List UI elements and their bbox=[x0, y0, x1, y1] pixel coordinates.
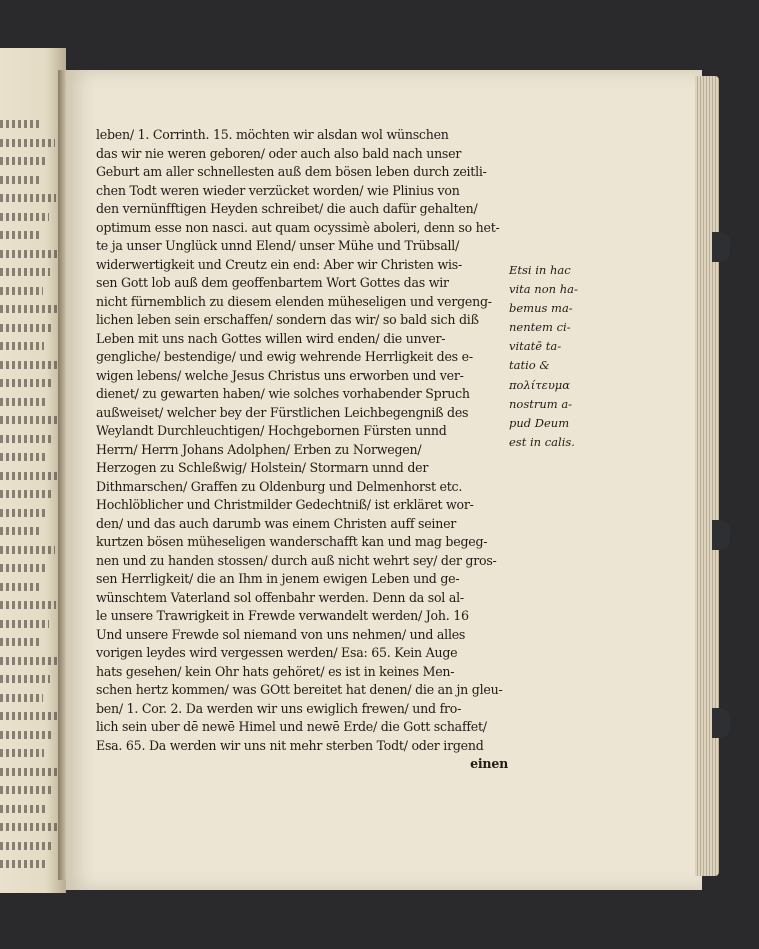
clasp-middle bbox=[712, 520, 730, 550]
text-line: den vernünfftigen Heyden schreibet/ die auch dafür gehalten/ bbox=[96, 201, 478, 216]
text-line: lich sein uber dē newē Himel und newē Erde/ die Gott schaffet/ bbox=[96, 719, 487, 734]
left-page-text-fragment bbox=[0, 583, 41, 591]
left-page-text-fragment bbox=[0, 453, 46, 461]
text-line: Weylandt Durchleuchtigen/ Hochgebornen Fürsten unnd bbox=[96, 423, 447, 438]
text-line: le unsere Trawrigkeit in Frewde verwandelt werden/ Joh. 16 bbox=[96, 608, 469, 623]
text-line: leben/ 1. Corrinth. 15. möchten wir alsdan wol wünschen bbox=[96, 127, 449, 142]
left-page-text-fragment bbox=[0, 768, 59, 776]
left-page-edge bbox=[0, 48, 66, 893]
left-page-text-fragment bbox=[0, 268, 50, 276]
left-page-text-fragment bbox=[0, 546, 55, 554]
catchword: einen bbox=[470, 756, 508, 771]
margin-line: nentem ci- bbox=[509, 320, 571, 335]
left-page-text-fragment bbox=[0, 490, 54, 498]
text-line: Dithmarschen/ Graffen zu Oldenburg und Delmenhorst etc. bbox=[96, 478, 463, 494]
margin-line: nostrum a- bbox=[509, 396, 573, 411]
margin-line: est in calis. bbox=[509, 434, 575, 449]
left-page-text-fragment bbox=[0, 231, 42, 239]
text-line: sen Herrligkeit/ die an Ihm in jenem ewigen Leben und ge- bbox=[96, 571, 460, 586]
text-line: kurtzen bösen müheseligen wanderschafft kan und mag begeg- bbox=[96, 534, 488, 549]
left-page-text-fragment bbox=[0, 749, 44, 757]
left-page-text-fragment bbox=[0, 194, 56, 202]
text-line: ben/ 1. Cor. 2. Da werden wir uns ewiglich frewen/ und fro- bbox=[96, 700, 462, 716]
text-line: vorigen leydes wird vergessen werden/ Esa: 65. Kein Auge bbox=[96, 645, 458, 660]
left-page-text-fragment bbox=[0, 657, 57, 665]
left-page-text-fragment bbox=[0, 620, 49, 628]
left-page-text-fragment bbox=[0, 472, 61, 480]
left-page-text-fragment bbox=[0, 509, 47, 517]
text-line: gengliche/ bestendige/ und ewig wehrende Herrligkeit des e- bbox=[96, 349, 473, 364]
left-page-text-fragment bbox=[0, 305, 58, 313]
body-text bbox=[96, 126, 516, 774]
left-page-text-fragment bbox=[0, 527, 40, 535]
show-through-text bbox=[250, 826, 510, 840]
left-page-text-fragment bbox=[0, 435, 53, 443]
left-page-text-fragment bbox=[0, 823, 60, 831]
text-line: te ja unser Unglück unnd Elend/ unser Mühe und Trübsall/ bbox=[96, 238, 460, 253]
margin-line: vitatē ta- bbox=[509, 339, 562, 354]
text-line: schen hertz kommen/ was GOtt bereitet hat denen/ die an jn gleu- bbox=[96, 682, 503, 697]
left-page-text-fragment bbox=[0, 712, 58, 720]
text-line: optimum esse non nasci. aut quam ocyssimè aboleri, denn so het- bbox=[96, 219, 500, 235]
left-page-text-fragment bbox=[0, 860, 46, 868]
page-edges bbox=[695, 76, 719, 876]
text-line: chen Todt weren wieder verzücket worden/ wie Plinius von bbox=[96, 182, 460, 198]
left-page-text-fragment bbox=[0, 361, 59, 369]
text-line: wünschtem Vaterland sol offenbahr werden. Denn da sol al- bbox=[96, 589, 464, 605]
text-line: Geburt am aller schnellesten auß dem bösen leben durch zeitli- bbox=[96, 164, 487, 179]
text-line: den/ und das auch darumb was einem Christen auff seiner bbox=[96, 515, 457, 531]
margin-line: bemus ma- bbox=[509, 301, 573, 316]
left-page-text-fragment bbox=[0, 601, 56, 609]
margin-note bbox=[509, 261, 609, 452]
left-page-text-fragment bbox=[0, 675, 50, 683]
left-page-text-fragment bbox=[0, 213, 49, 221]
left-page-text-fragment bbox=[0, 157, 48, 165]
text-line: Und unsere Frewde sol niemand von uns nehmen/ und alles bbox=[96, 626, 466, 642]
text-line: Herrn/ Herrn Johans Adolphen/ Erben zu Norwegen/ bbox=[96, 441, 422, 457]
left-page-text-fragment bbox=[0, 805, 45, 813]
text-line: Hochlöblicher und Christmilder Gedechtniß/ ist erkläret wor- bbox=[96, 497, 474, 512]
left-page-text-fragment bbox=[0, 564, 48, 572]
left-page-text-fragment bbox=[0, 120, 40, 128]
margin-line: vita non ha- bbox=[509, 282, 578, 297]
text-line: widerwertigkeit und Creutz ein end: Aber wir Christen wis- bbox=[96, 256, 462, 272]
left-page-text-fragment bbox=[0, 176, 41, 184]
margin-line: tatio & bbox=[509, 358, 550, 373]
text-line: lichen leben sein erschaffen/ sondern das wir/ so bald sich diß bbox=[96, 312, 479, 327]
margin-line: Etsi in hac bbox=[509, 263, 571, 277]
left-page-text-fragment bbox=[0, 287, 43, 295]
margin-line: pud Deum bbox=[509, 415, 570, 430]
text-line: nicht fürnemblich zu diesem elenden müheseligen und vergeng- bbox=[96, 293, 492, 309]
text-line: sen Gott lob auß dem geoffenbartem Wort Gottes das wir bbox=[96, 275, 449, 290]
text-line: Herzogen zu Schleßwig/ Holstein/ Stormarn unnd der bbox=[96, 460, 429, 475]
text-line: das wir nie weren geboren/ oder auch also bald nach unser bbox=[96, 145, 462, 161]
left-page-text-fragment bbox=[0, 842, 53, 850]
left-page-text-fragment bbox=[0, 786, 52, 794]
left-page-text-fragment bbox=[0, 250, 57, 258]
left-page-text-fragment bbox=[0, 324, 51, 332]
text-line: Leben mit uns nach Gottes willen wird enden/ die unver- bbox=[96, 330, 446, 346]
left-page-text-fragment bbox=[0, 638, 42, 646]
left-page-text-fragment bbox=[0, 398, 45, 406]
clasp-top bbox=[712, 232, 730, 262]
text-line: außweiset/ welcher bey der Fürstlichen Leichbegengniß des bbox=[96, 404, 469, 420]
left-page-text-fragment bbox=[0, 731, 51, 739]
clasp-bottom bbox=[712, 708, 730, 738]
text-line: dienet/ zu gewarten haben/ wie solches vorhabender Spruch bbox=[96, 386, 470, 401]
left-page-text-fragment bbox=[0, 379, 52, 387]
text-line: wigen lebens/ welche Jesus Christus uns erworben und ver- bbox=[96, 367, 464, 383]
text-line: nen und zu handen stossen/ durch auß nicht wehrt sey/ der gros- bbox=[96, 552, 497, 568]
left-page-text-fragment bbox=[0, 416, 60, 424]
margin-line: πολίτευμα bbox=[509, 377, 571, 392]
left-page-text-fragment bbox=[0, 694, 43, 702]
text-line: hats gesehen/ kein Ohr hats gehöret/ es ist in keines Men- bbox=[96, 663, 455, 679]
left-page-text-fragment bbox=[0, 342, 44, 350]
text-line: Esa. 65. Da werden wir uns nit mehr sterben Todt/ oder irgend bbox=[96, 737, 484, 753]
left-page-text-fragment bbox=[0, 139, 55, 147]
